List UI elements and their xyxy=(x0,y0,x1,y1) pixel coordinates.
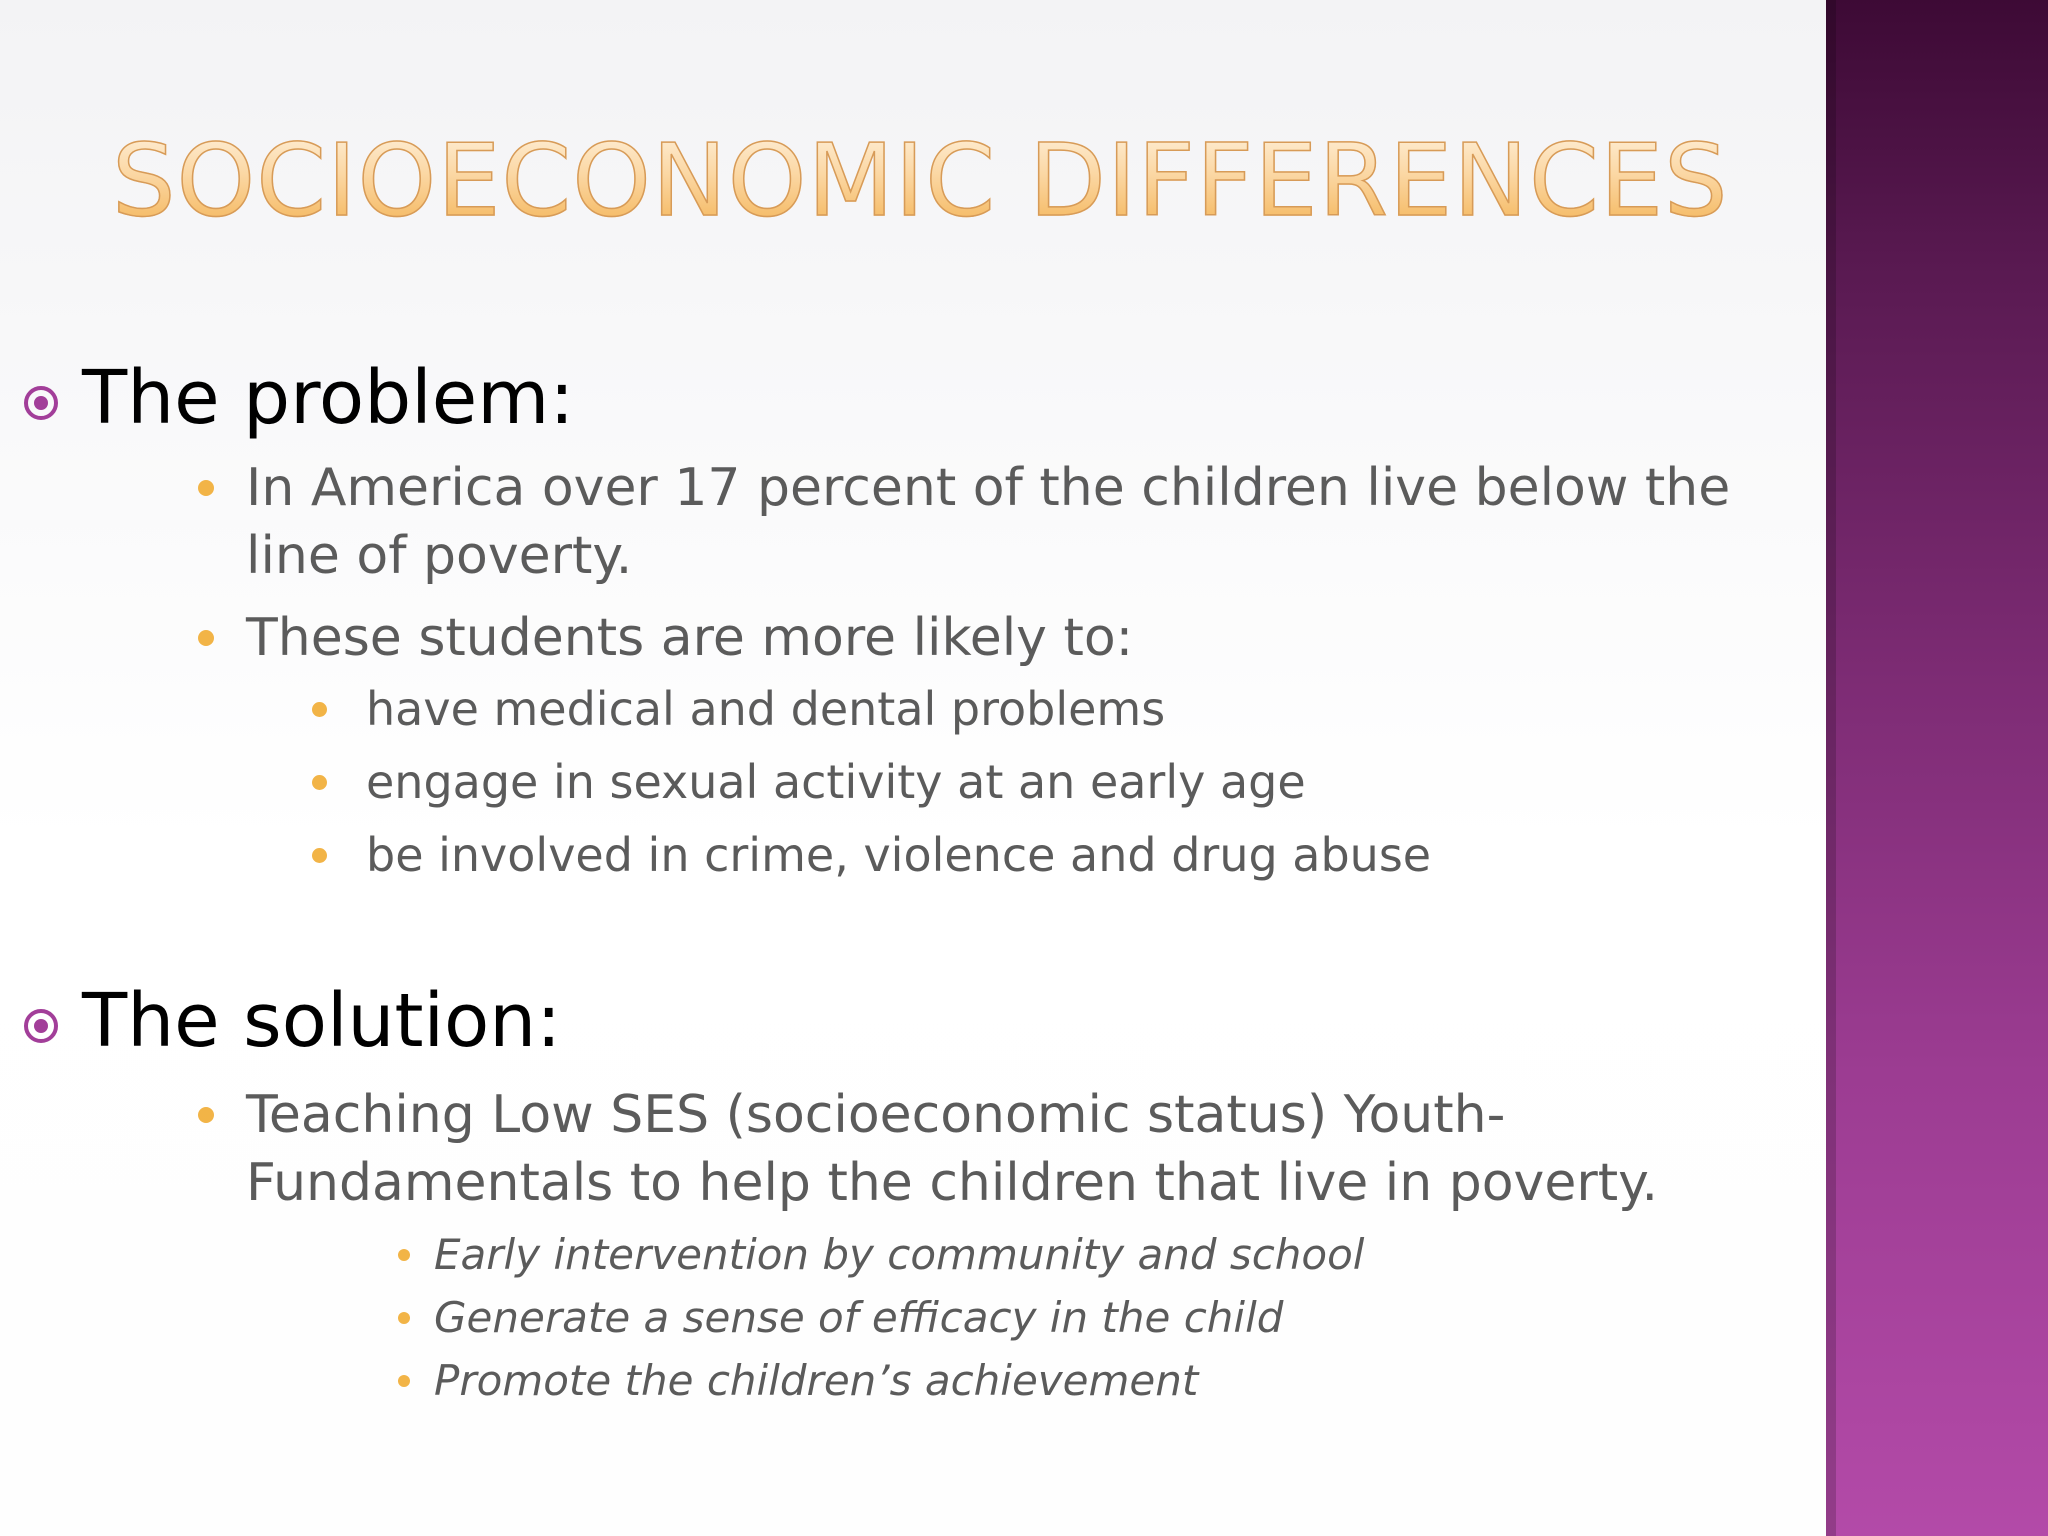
problem-subpoint-text: engage in sexual activity at an early age xyxy=(366,755,1306,809)
solution-subpoint-text: Early intervention by community and school xyxy=(434,1230,1365,1279)
slide-title: SOCIOECONOMIC DIFFERENCES xyxy=(112,122,1729,239)
bullet-dot-icon xyxy=(398,1312,410,1324)
solution-subpoint-text: Promote the children’s achievement xyxy=(434,1356,1199,1405)
problem-subpoint-text: be involved in crime, violence and drug abuse xyxy=(366,828,1432,882)
solution-point xyxy=(22,1081,1706,1217)
problem-subpoint xyxy=(22,751,1802,824)
solution-heading xyxy=(22,973,1802,1069)
slide-body xyxy=(22,350,1802,1416)
problem-point-text: These students are more likely to: xyxy=(246,608,1134,668)
solution-subpoint-text: Generate a sense of efficacy in the child xyxy=(434,1293,1284,1342)
problem-subpoint xyxy=(22,824,1802,897)
bullet-dot-icon xyxy=(198,1107,214,1123)
bullet-dot-icon xyxy=(312,702,327,717)
problem-heading-text: The problem: xyxy=(82,355,575,441)
bullet-dot-icon xyxy=(198,480,214,496)
solution-subpoint xyxy=(22,1227,1802,1290)
circle-bullet-icon xyxy=(24,386,58,420)
solution-subpoint xyxy=(22,1353,1802,1416)
bullet-dot-icon xyxy=(398,1375,410,1387)
problem-subpoint-text: have medical and dental problems xyxy=(366,682,1166,736)
bullet-dot-icon xyxy=(312,775,327,790)
problem-point xyxy=(22,454,1746,590)
problem-point-text: In America over 17 percent of the children live below the line of poverty. xyxy=(246,458,1731,586)
problem-point xyxy=(22,604,1802,672)
problem-subpoint xyxy=(22,678,1802,751)
solution-point-text: Teaching Low SES (socioeconomic status) Youth-Fundamentals to help the children that live in poverty. xyxy=(246,1085,1658,1213)
solution-heading-text: The solution: xyxy=(82,978,562,1064)
bullet-dot-icon xyxy=(312,848,327,863)
solution-subpoint xyxy=(22,1290,1802,1353)
bullet-dot-icon xyxy=(398,1249,410,1261)
decorative-side-band xyxy=(1826,0,2048,1536)
problem-heading xyxy=(22,350,1802,446)
circle-bullet-icon xyxy=(24,1009,58,1043)
bullet-dot-icon xyxy=(198,630,214,646)
